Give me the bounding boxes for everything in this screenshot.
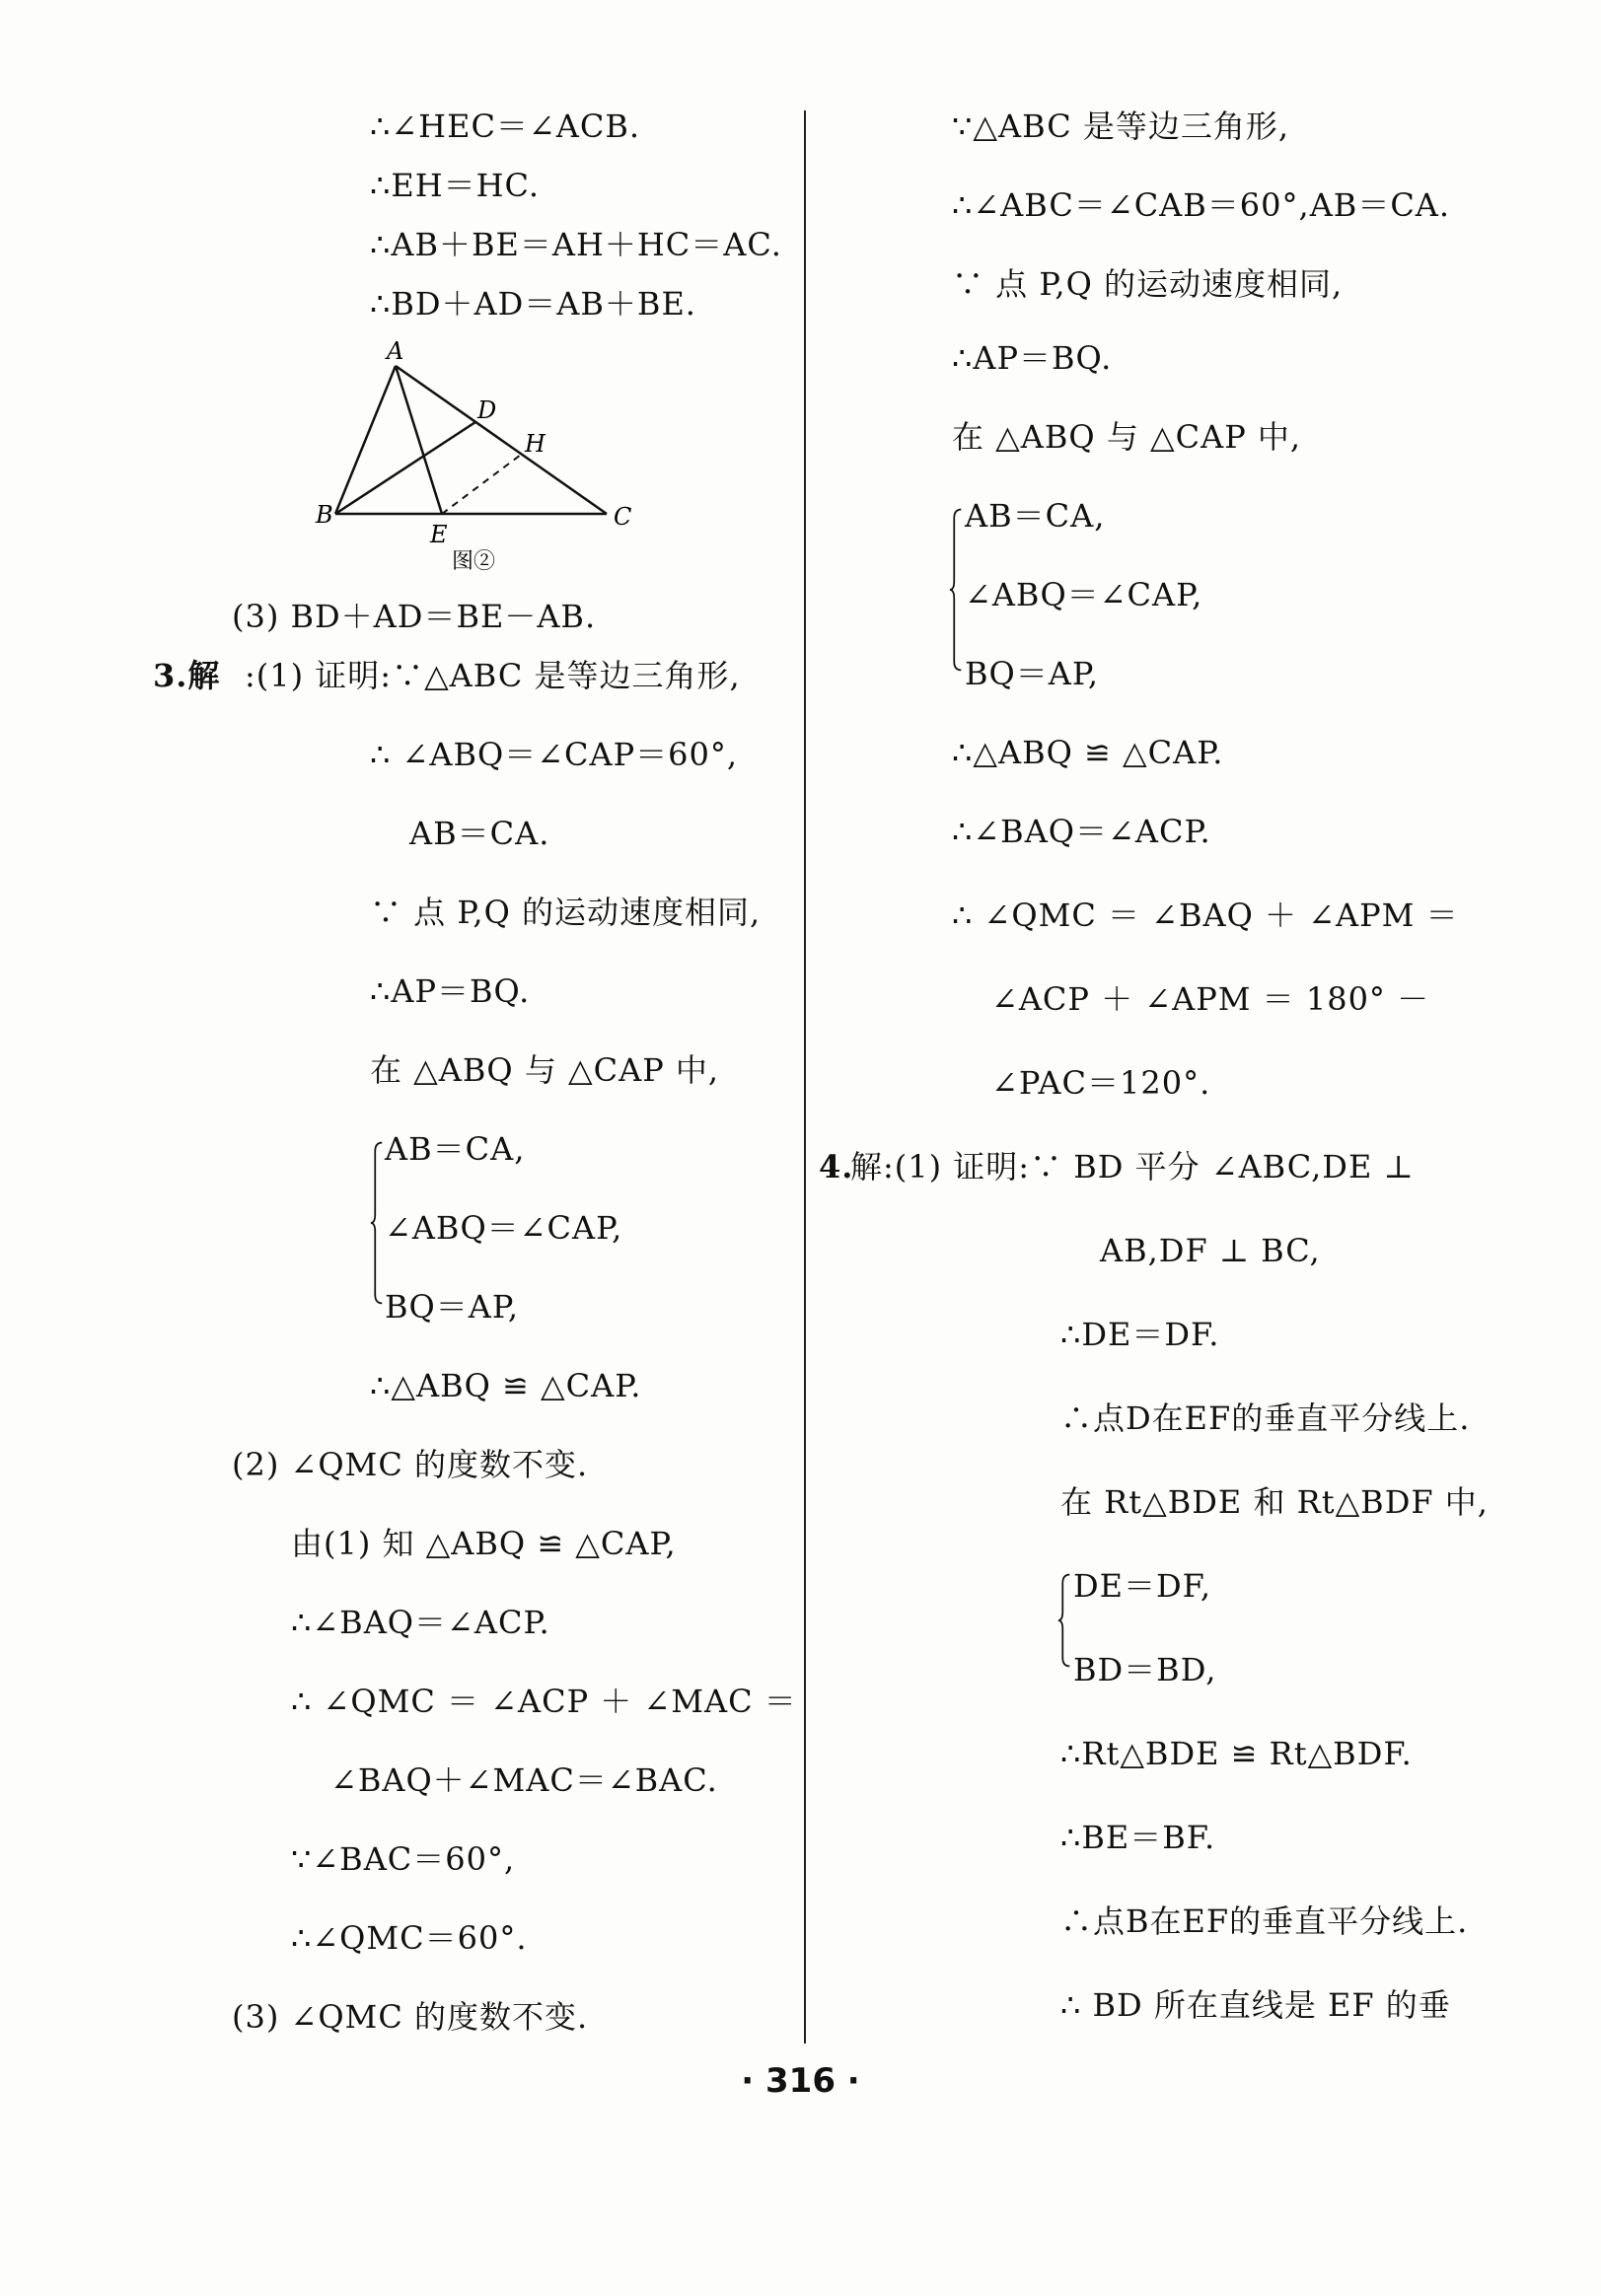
text-line: 由(1) 知 △ABQ ≌ △CAP, [291, 1525, 677, 1562]
text-line: BQ＝AP, [965, 655, 1100, 692]
text-line: ∴ ∠QMC ＝ ∠ACP ＋ ∠MAC ＝ [291, 1683, 797, 1720]
text-line: ∵△ABC 是等边三角形, [952, 108, 1290, 145]
text-line: (2) ∠QMC 的度数不变. [232, 1446, 589, 1483]
text-line: 在 Rt△BDE 和 Rt△BDF 中, [1060, 1483, 1489, 1521]
text-line: AB＝CA, [385, 1130, 526, 1168]
text-line: ∴AB＋BE＝AH＋HC＝AC. [370, 226, 782, 263]
text-line: ∴∠QMC＝60°. [291, 1919, 528, 1957]
text-line: ∵ 点 P,Q 的运动速度相同, [952, 265, 1344, 303]
text-line: ∴∠ABC＝∠CAB＝60°,AB＝CA. [952, 186, 1451, 224]
text-line: ∴BE＝BF. [1060, 1819, 1216, 1856]
triangle-figure [296, 335, 671, 592]
system-brace [1057, 1566, 1071, 1675]
vertex-label-d: D [477, 396, 497, 424]
vertex-label-a: A [387, 337, 404, 365]
text-line: ∴∠BAQ＝∠ACP. [952, 813, 1211, 850]
text-line: ∴∠BAQ＝∠ACP. [291, 1604, 550, 1641]
system-brace [949, 496, 963, 683]
figure-caption: 图② [452, 549, 496, 574]
text-line: AB＝CA, [965, 497, 1106, 535]
text-line: 在 △ABQ 与 △CAP 中, [952, 418, 1302, 456]
text-line: (3) ∠QMC 的度数不变. [232, 1998, 589, 2036]
text-line: ∠ABQ＝∠CAP, [385, 1209, 623, 1247]
text-line: (3) BD＋AD＝BE－AB. [232, 598, 597, 635]
text-line: BQ＝AP, [385, 1288, 520, 1326]
text-line: ∠ACP ＋ ∠APM ＝ 180° － [991, 980, 1430, 1018]
text-line: ∴ BD 所在直线是 EF 的垂 [1060, 1986, 1451, 2024]
text-line: ∴BD＋AD＝AB＋BE. [370, 285, 696, 323]
question-number: 3.解 [153, 657, 221, 694]
text-line: ∠PAC＝120°. [991, 1064, 1211, 1102]
vertex-label-c: C [614, 503, 632, 531]
text-line: ∴△ABQ ≌ △CAP. [370, 1367, 642, 1404]
text-line: ∴EH＝HC. [370, 167, 541, 204]
vertex-label-b: B [316, 501, 333, 529]
text-line: 在 △ABQ 与 △CAP 中, [370, 1051, 720, 1089]
text-line: ∴Rt△BDE ≌ Rt△BDF. [1060, 1735, 1413, 1772]
text-line: ∴△ABQ ≌ △CAP. [952, 734, 1224, 771]
text-line: ∠ABQ＝∠CAP, [965, 576, 1203, 613]
vertex-label-h: H [525, 430, 546, 458]
text-line: ∠BAQ＋∠MAC＝∠BAC. [330, 1761, 718, 1799]
text-line: BD＝BD, [1073, 1651, 1217, 1688]
text-line: :(1) 证明:∵△ABC 是等边三角形, [245, 657, 741, 694]
text-line: 解:(1) 证明:∵ BD 平分 ∠ABC,DE ⊥ [850, 1148, 1415, 1185]
text-line: DE＝DF, [1073, 1567, 1212, 1605]
text-line: ∵∠BAC＝60°, [291, 1840, 516, 1878]
text-line: AB＝CA. [409, 815, 550, 852]
question-number: 4. [819, 1148, 854, 1185]
text-line: ∴AP＝BQ. [952, 339, 1113, 377]
text-line: ∴ ∠ABQ＝∠CAP＝60°, [370, 736, 739, 773]
text-line: ∴ ∠QMC ＝ ∠BAQ ＋ ∠APM ＝ [952, 897, 1459, 934]
system-brace [370, 1129, 384, 1317]
text-line: ∴∠HEC＝∠ACB. [370, 108, 641, 145]
text-line: ∴DE＝DF. [1060, 1316, 1220, 1353]
vertex-label-e: E [430, 521, 448, 548]
text-line: AB,DF ⊥ BC, [1100, 1232, 1321, 1269]
text-line: ∵ 点 P,Q 的运动速度相同, [370, 894, 762, 931]
text-line: ∴AP＝BQ. [370, 972, 531, 1010]
page-number: · 316 · [741, 2061, 860, 2101]
column-divider [804, 110, 806, 2044]
text-line: ∴点B在EF的垂直平分线上. [1060, 1902, 1469, 1940]
text-line: ∴点D在EF的垂直平分线上. [1060, 1399, 1471, 1437]
